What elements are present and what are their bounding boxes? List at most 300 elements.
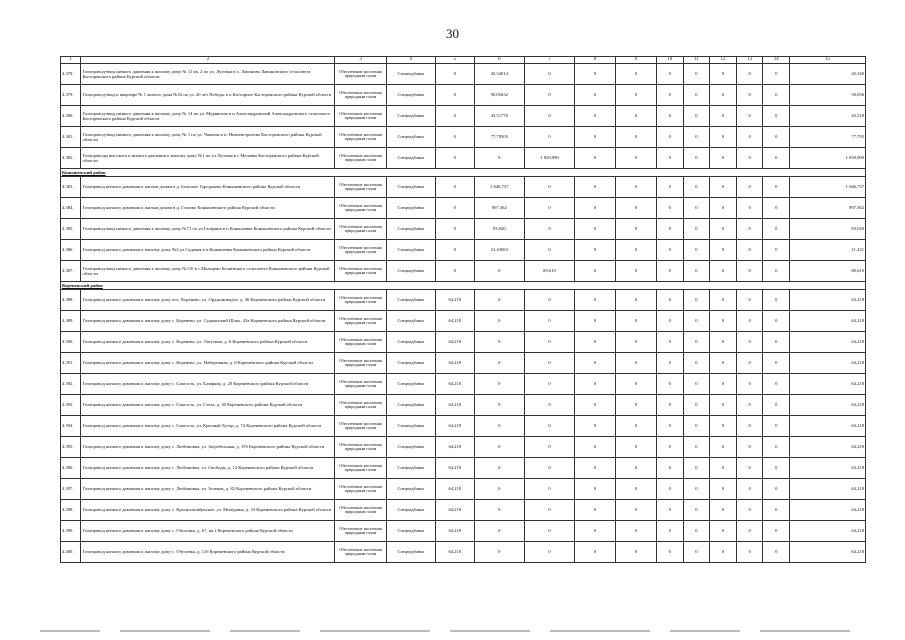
value-cell-c9: 0 (616, 500, 657, 521)
value-cell-c13: 0 (736, 240, 763, 261)
header-cell: 5 (435, 57, 474, 64)
value-cell-c6: 43,51770 (474, 106, 524, 127)
row-number: 4.388. (61, 290, 81, 311)
value-cell-c6: 0 (474, 437, 524, 458)
value-cell-c14: 0 (763, 500, 790, 521)
value-cell-c11: 0 (683, 542, 710, 563)
total-cell: 80,610 (790, 261, 866, 282)
value-cell-c7: 1 839,090 (524, 148, 574, 169)
table-row (61, 290, 866, 311)
table-row (61, 332, 866, 353)
value-cell-c9: 0 (616, 148, 657, 169)
value-cell-c7: 0 (524, 127, 574, 148)
value-cell-c6: 45,34014 (474, 64, 524, 85)
table-row (61, 374, 866, 395)
table-row (61, 542, 866, 563)
value-cell-c7: 0 (524, 106, 574, 127)
value-cell-c8: 0 (575, 479, 616, 500)
value-cell-c14: 0 (763, 106, 790, 127)
value-cell-c14: 0 (763, 261, 790, 282)
object-name: Газопровод низкого давления к жилому дому с. Коренево, ул. Набережная, д. 8 Кореневского района Курской области (81, 353, 335, 374)
value-cell-c12: 0 (710, 219, 737, 240)
table-row (61, 311, 866, 332)
value-cell-c10: 0 (656, 127, 683, 148)
total-cell: 64,218 (790, 311, 866, 332)
value-cell-c8: 0 (575, 85, 616, 106)
object-name: Газопровод низкого давления к жилому дому с. Любимовка, ул. Загребельная, д. 195 Кореневского района Курской области (81, 437, 335, 458)
funding-source: Спецнадбавка (386, 437, 435, 458)
funding-source: Спецнадбавка (386, 500, 435, 521)
purpose-cell: Обеспечение населения природным газом (335, 85, 386, 106)
value-cell-c12: 0 (710, 290, 737, 311)
value-cell-c10: 0 (656, 219, 683, 240)
purpose-cell: Обеспечение населения природным газом (335, 500, 386, 521)
value-cell-c7: 0 (524, 542, 574, 563)
funding-source: Спецнадбавка (386, 85, 435, 106)
object-name: Газопровод низкого давления к жилым домам в д. Глазово Конышевского района Курской области (81, 198, 335, 219)
value-cell-c10: 0 (656, 311, 683, 332)
object-name: Газопровод-ввод низкого давления к жилому дому № 14 по ул. Мурянская в п.Александровский Александровского сельсовета Касторенского района Курской области (81, 106, 335, 127)
total-cell: 21,431 (790, 240, 866, 261)
value-cell-c14: 0 (763, 395, 790, 416)
value-cell-c9: 0 (616, 374, 657, 395)
object-name: Газопровод-ввод низкого давления к жилому дому № 1 по ул. Чапаева в п. Новоевстратово Касторенского района Курской области (81, 127, 335, 148)
purpose-cell: Обеспечение населения природным газом (335, 219, 386, 240)
value-cell-c5: 0 (435, 219, 474, 240)
funding-source: Спецнадбавка (386, 353, 435, 374)
value-cell-c11: 0 (683, 148, 710, 169)
funding-source: Спецнадбавка (386, 127, 435, 148)
total-cell: 1 839,090 (790, 148, 866, 169)
row-number: 4.389. (61, 311, 81, 332)
value-cell-c13: 0 (736, 64, 763, 85)
value-cell-c7: 0 (524, 64, 574, 85)
value-cell-c10: 0 (656, 64, 683, 85)
row-number: 4.400. (61, 542, 81, 563)
value-cell-c11: 0 (683, 458, 710, 479)
value-cell-c13: 0 (736, 416, 763, 437)
purpose-cell: Обеспечение населения природным газом (335, 374, 386, 395)
value-cell-c8: 0 (575, 148, 616, 169)
total-cell: 83,020 (790, 219, 866, 240)
total-cell: 64,218 (790, 521, 866, 542)
object-name: Газопровод низкого давления к жилому дому с. Обуховка, д. 67, кв.2 Кореневского района Курской области (81, 521, 335, 542)
funding-source: Спецнадбавка (386, 395, 435, 416)
value-cell-c13: 0 (736, 219, 763, 240)
object-name: Газопровод-ввод низкого давления к жилому дому №110 в с.Мальцево Беляевского сельсовета Конышевского района Курской области (81, 261, 335, 282)
value-cell-c7: 0 (524, 198, 574, 219)
funding-source: Спецнадбавка (386, 458, 435, 479)
value-cell-c5: 64,218 (435, 353, 474, 374)
funding-source: Спецнадбавка (386, 64, 435, 85)
value-cell-c13: 0 (736, 85, 763, 106)
value-cell-c6: 0 (474, 290, 524, 311)
value-cell-c8: 0 (575, 177, 616, 198)
funding-source: Спецнадбавка (386, 106, 435, 127)
value-cell-c9: 0 (616, 311, 657, 332)
value-cell-c6: 0 (474, 353, 524, 374)
value-cell-c10: 0 (656, 395, 683, 416)
header-cell: 7 (524, 57, 574, 64)
value-cell-c5: 64,218 (435, 374, 474, 395)
value-cell-c6: 0 (474, 479, 524, 500)
value-cell-c13: 0 (736, 106, 763, 127)
value-cell-c9: 0 (616, 106, 657, 127)
purpose-cell: Обеспечение населения природным газом (335, 353, 386, 374)
value-cell-c7: 0 (524, 521, 574, 542)
funding-source: Спецнадбавка (386, 198, 435, 219)
value-cell-c10: 0 (656, 290, 683, 311)
row-number: 4.392. (61, 374, 81, 395)
investment-table (60, 56, 866, 563)
value-cell-c5: 0 (435, 85, 474, 106)
value-cell-c8: 0 (575, 416, 616, 437)
value-cell-c12: 0 (710, 416, 737, 437)
value-cell-c7: 0 (524, 458, 574, 479)
total-cell: 45,340 (790, 64, 866, 85)
funding-source: Спецнадбавка (386, 261, 435, 282)
value-cell-c10: 0 (656, 106, 683, 127)
value-cell-c11: 0 (683, 395, 710, 416)
scan-artifact-strip (0, 630, 905, 634)
funding-source: Спецнадбавка (386, 542, 435, 563)
object-name: Газопровод низкого давления к жилому дому с. Любимовка, ул. Зеленая, д. 82 Кореневского района Курской области (81, 479, 335, 500)
value-cell-c11: 0 (683, 290, 710, 311)
row-number: 4.383. (61, 177, 81, 198)
value-cell-c5: 0 (435, 127, 474, 148)
purpose-cell: Обеспечение населения природным газом (335, 332, 386, 353)
value-cell-c11: 0 (683, 374, 710, 395)
funding-source: Спецнадбавка (386, 479, 435, 500)
purpose-cell: Обеспечение населения природным газом (335, 261, 386, 282)
value-cell-c8: 0 (575, 521, 616, 542)
value-cell-c14: 0 (763, 177, 790, 198)
purpose-cell: Обеспечение населения природным газом (335, 127, 386, 148)
section-label: Кореневский район (61, 282, 866, 290)
value-cell-c10: 0 (656, 437, 683, 458)
value-cell-c11: 0 (683, 500, 710, 521)
object-name: Газопровод низкого давления к жилому дому №2 ул.Садовая в п.Конышевка Конышевского района Курской области (81, 240, 335, 261)
value-cell-c9: 0 (616, 177, 657, 198)
value-cell-c12: 0 (710, 64, 737, 85)
value-cell-c8: 0 (575, 127, 616, 148)
funding-source: Спецнадбавка (386, 219, 435, 240)
value-cell-c6: 50,05632 (474, 85, 524, 106)
value-cell-c7: 0 (524, 395, 574, 416)
value-cell-c10: 0 (656, 85, 683, 106)
value-cell-c10: 0 (656, 261, 683, 282)
table-row (61, 64, 866, 85)
table-row (61, 127, 866, 148)
row-number: 4.378. (61, 64, 81, 85)
value-cell-c11: 0 (683, 261, 710, 282)
value-cell-c7: 0 (524, 500, 574, 521)
value-cell-c14: 0 (763, 416, 790, 437)
object-name: Газопровод низкого давления к жилому дому с. Коренево, ул. Суджанский Шлях, 43а Кореневского района Курской области (81, 311, 335, 332)
value-cell-c8: 0 (575, 500, 616, 521)
funding-source: Спецнадбавка (386, 416, 435, 437)
table-body (61, 57, 866, 563)
value-cell-c5: 64,218 (435, 458, 474, 479)
value-cell-c10: 0 (656, 500, 683, 521)
value-cell-c11: 0 (683, 177, 710, 198)
value-cell-c12: 0 (710, 177, 737, 198)
row-number: 4.386. (61, 240, 81, 261)
value-cell-c5: 64,218 (435, 437, 474, 458)
row-number: 4.393. (61, 395, 81, 416)
value-cell-c11: 0 (683, 219, 710, 240)
row-number: 4.391. (61, 353, 81, 374)
value-cell-c9: 0 (616, 542, 657, 563)
table-row (61, 458, 866, 479)
row-number: 4.387. (61, 261, 81, 282)
value-cell-c6: 0 (474, 521, 524, 542)
value-cell-c10: 0 (656, 177, 683, 198)
value-cell-c13: 0 (736, 290, 763, 311)
value-cell-c9: 0 (616, 64, 657, 85)
table-row (61, 500, 866, 521)
object-name: Газопровод низкого давления к жилому дому с. Снагость, ул. Базарная, д. 20 Кореневского района Курской области (81, 374, 335, 395)
table-row (61, 148, 866, 169)
object-name: Газопровод низкого давления к жилому дому с. Снагость, ул. Красный Хутор, д. 74 Кореневского района Курской области (81, 416, 335, 437)
value-cell-c6: 0 (474, 500, 524, 521)
total-cell: 77,795 (790, 127, 866, 148)
purpose-cell: Обеспечение населения природным газом (335, 395, 386, 416)
value-cell-c12: 0 (710, 542, 737, 563)
value-cell-c9: 0 (616, 353, 657, 374)
value-cell-c13: 0 (736, 332, 763, 353)
total-cell: 64,218 (790, 416, 866, 437)
header-cell: 11 (683, 57, 710, 64)
value-cell-c13: 0 (736, 198, 763, 219)
value-cell-c8: 0 (575, 374, 616, 395)
value-cell-c11: 0 (683, 437, 710, 458)
value-cell-c5: 0 (435, 198, 474, 219)
value-cell-c6: 1 646,737 (474, 177, 524, 198)
row-number: 4.396. (61, 458, 81, 479)
table-row (61, 479, 866, 500)
object-name: Газопровод-ввод низкого давления к жилому дому № 11 кв. 2 по ул. Луговая в п. Лачиново Лачиновского сельсовета Касторенского района Курской области (81, 64, 335, 85)
value-cell-c14: 0 (763, 85, 790, 106)
value-cell-c6: 897,362 (474, 198, 524, 219)
object-name: Газопровод низкого давления к жилому дому с. Обуховка, д. 116 Кореневского района Курской области (81, 542, 335, 563)
value-cell-c5: 64,218 (435, 416, 474, 437)
value-cell-c6: 0 (474, 416, 524, 437)
header-row (61, 57, 866, 64)
value-cell-c13: 0 (736, 353, 763, 374)
value-cell-c14: 0 (763, 219, 790, 240)
value-cell-c12: 0 (710, 500, 737, 521)
value-cell-c10: 0 (656, 521, 683, 542)
value-cell-c5: 64,218 (435, 311, 474, 332)
value-cell-c7: 0 (524, 416, 574, 437)
value-cell-c14: 0 (763, 374, 790, 395)
header-cell: 10 (656, 57, 683, 64)
table-row (61, 219, 866, 240)
value-cell-c7: 0 (524, 332, 574, 353)
value-cell-c12: 0 (710, 437, 737, 458)
header-cell: 8 (575, 57, 616, 64)
header-cell: 6 (474, 57, 524, 64)
value-cell-c7: 0 (524, 219, 574, 240)
value-cell-c14: 0 (763, 290, 790, 311)
value-cell-c12: 0 (710, 311, 737, 332)
value-cell-c10: 0 (656, 458, 683, 479)
section-row (61, 282, 866, 290)
purpose-cell: Обеспечение населения природным газом (335, 198, 386, 219)
value-cell-c14: 0 (763, 64, 790, 85)
total-cell: 64,218 (790, 542, 866, 563)
total-cell: 64,218 (790, 479, 866, 500)
value-cell-c11: 0 (683, 198, 710, 219)
value-cell-c8: 0 (575, 395, 616, 416)
value-cell-c7: 80,610 (524, 261, 574, 282)
purpose-cell: Обеспечение населения природным газом (335, 106, 386, 127)
header-cell: 14 (763, 57, 790, 64)
value-cell-c14: 0 (763, 353, 790, 374)
value-cell-c5: 0 (435, 106, 474, 127)
value-cell-c12: 0 (710, 85, 737, 106)
total-cell: 64,218 (790, 374, 866, 395)
value-cell-c11: 0 (683, 85, 710, 106)
funding-source: Спецнадбавка (386, 521, 435, 542)
value-cell-c7: 0 (524, 374, 574, 395)
value-cell-c8: 0 (575, 353, 616, 374)
value-cell-c6: 0 (474, 542, 524, 563)
purpose-cell: Обеспечение населения природным газом (335, 148, 386, 169)
table-row (61, 521, 866, 542)
value-cell-c5: 0 (435, 177, 474, 198)
row-number: 4.380. (61, 106, 81, 127)
value-cell-c5: 64,218 (435, 521, 474, 542)
row-number: 4.394. (61, 416, 81, 437)
value-cell-c5: 64,218 (435, 290, 474, 311)
value-cell-c6: 0 (474, 261, 524, 282)
value-cell-c14: 0 (763, 332, 790, 353)
purpose-cell: Обеспечение населения природным газом (335, 521, 386, 542)
table-row (61, 85, 866, 106)
value-cell-c8: 0 (575, 219, 616, 240)
object-name: Газопроводы высокого и низкого давления к жилому дому №1 по ул.Луговая в с.Мелавка Касторенского района Курской области (81, 148, 335, 169)
value-cell-c13: 0 (736, 395, 763, 416)
row-number: 4.395. (61, 437, 81, 458)
value-cell-c9: 0 (616, 127, 657, 148)
value-cell-c12: 0 (710, 458, 737, 479)
value-cell-c11: 0 (683, 332, 710, 353)
header-cell: 12 (710, 57, 737, 64)
value-cell-c11: 0 (683, 479, 710, 500)
value-cell-c9: 0 (616, 219, 657, 240)
value-cell-c6: 21,43063 (474, 240, 524, 261)
funding-source: Спецнадбавка (386, 311, 435, 332)
row-number: 4.382. (61, 148, 81, 169)
value-cell-c7: 0 (524, 85, 574, 106)
total-cell: 64,218 (790, 500, 866, 521)
value-cell-c14: 0 (763, 458, 790, 479)
value-cell-c10: 0 (656, 198, 683, 219)
object-name: Газопровод-ввод к квартире № 1 жилого дома №52 по ул. 20 лет Победы в п.Касторное Касторенского района Курской области (81, 85, 335, 106)
value-cell-c5: 64,218 (435, 395, 474, 416)
value-cell-c13: 0 (736, 127, 763, 148)
value-cell-c5: 0 (435, 240, 474, 261)
value-cell-c10: 0 (656, 479, 683, 500)
section-row (61, 169, 866, 177)
value-cell-c7: 0 (524, 311, 574, 332)
value-cell-c7: 0 (524, 240, 574, 261)
value-cell-c8: 0 (575, 106, 616, 127)
purpose-cell: Обеспечение населения природным газом (335, 479, 386, 500)
value-cell-c12: 0 (710, 332, 737, 353)
table-row (61, 240, 866, 261)
value-cell-c6: 83,020 (474, 219, 524, 240)
total-cell: 50,056 (790, 85, 866, 106)
value-cell-c12: 0 (710, 479, 737, 500)
value-cell-c12: 0 (710, 261, 737, 282)
row-number: 4.398. (61, 500, 81, 521)
value-cell-c9: 0 (616, 332, 657, 353)
value-cell-c10: 0 (656, 353, 683, 374)
header-cell: 3 (335, 57, 386, 64)
value-cell-c14: 0 (763, 148, 790, 169)
header-cell: 2 (81, 57, 335, 64)
row-number: 4.390. (61, 332, 81, 353)
value-cell-c9: 0 (616, 395, 657, 416)
value-cell-c13: 0 (736, 500, 763, 521)
value-cell-c5: 64,218 (435, 479, 474, 500)
value-cell-c10: 0 (656, 416, 683, 437)
header-cell: 15 (790, 57, 866, 64)
value-cell-c11: 0 (683, 311, 710, 332)
purpose-cell: Обеспечение населения природным газом (335, 437, 386, 458)
header-cell: 13 (736, 57, 763, 64)
object-name: Газопровод низкого давления к жилым домам в д. Большое Городьково Конышевского района Курской области (81, 177, 335, 198)
value-cell-c14: 0 (763, 127, 790, 148)
value-cell-c11: 0 (683, 353, 710, 374)
object-name: Газопровод низкого давления к жилому дому с. Снагость, ул. Стеха, д. 30 Кореневского района Курской области (81, 395, 335, 416)
object-name: Газопровод низкого давления к жилому дому пос. Коренево, ул. Орджоникидзе, д. 46 Кореневского района Курской области (81, 290, 335, 311)
total-cell: 64,218 (790, 458, 866, 479)
value-cell-c8: 0 (575, 437, 616, 458)
header-cell: 9 (616, 57, 657, 64)
value-cell-c6: 0 (474, 458, 524, 479)
value-cell-c9: 0 (616, 458, 657, 479)
purpose-cell: Обеспечение населения природным газом (335, 290, 386, 311)
purpose-cell: Обеспечение населения природным газом (335, 416, 386, 437)
value-cell-c10: 0 (656, 542, 683, 563)
value-cell-c6: 0 (474, 148, 524, 169)
value-cell-c5: 0 (435, 261, 474, 282)
funding-source: Спецнадбавка (386, 240, 435, 261)
purpose-cell: Обеспечение населения природным газом (335, 177, 386, 198)
value-cell-c12: 0 (710, 374, 737, 395)
value-cell-c8: 0 (575, 261, 616, 282)
value-cell-c9: 0 (616, 437, 657, 458)
value-cell-c13: 0 (736, 521, 763, 542)
value-cell-c11: 0 (683, 64, 710, 85)
row-number: 4.384. (61, 198, 81, 219)
value-cell-c13: 0 (736, 311, 763, 332)
funding-source: Спецнадбавка (386, 374, 435, 395)
value-cell-c5: 64,218 (435, 332, 474, 353)
section-label: Конышевский район (61, 169, 866, 177)
value-cell-c7: 0 (524, 177, 574, 198)
row-number: 4.381. (61, 127, 81, 148)
purpose-cell: Обеспечение населения природным газом (335, 458, 386, 479)
value-cell-c5: 64,218 (435, 500, 474, 521)
value-cell-c9: 0 (616, 85, 657, 106)
value-cell-c12: 0 (710, 521, 737, 542)
value-cell-c8: 0 (575, 458, 616, 479)
